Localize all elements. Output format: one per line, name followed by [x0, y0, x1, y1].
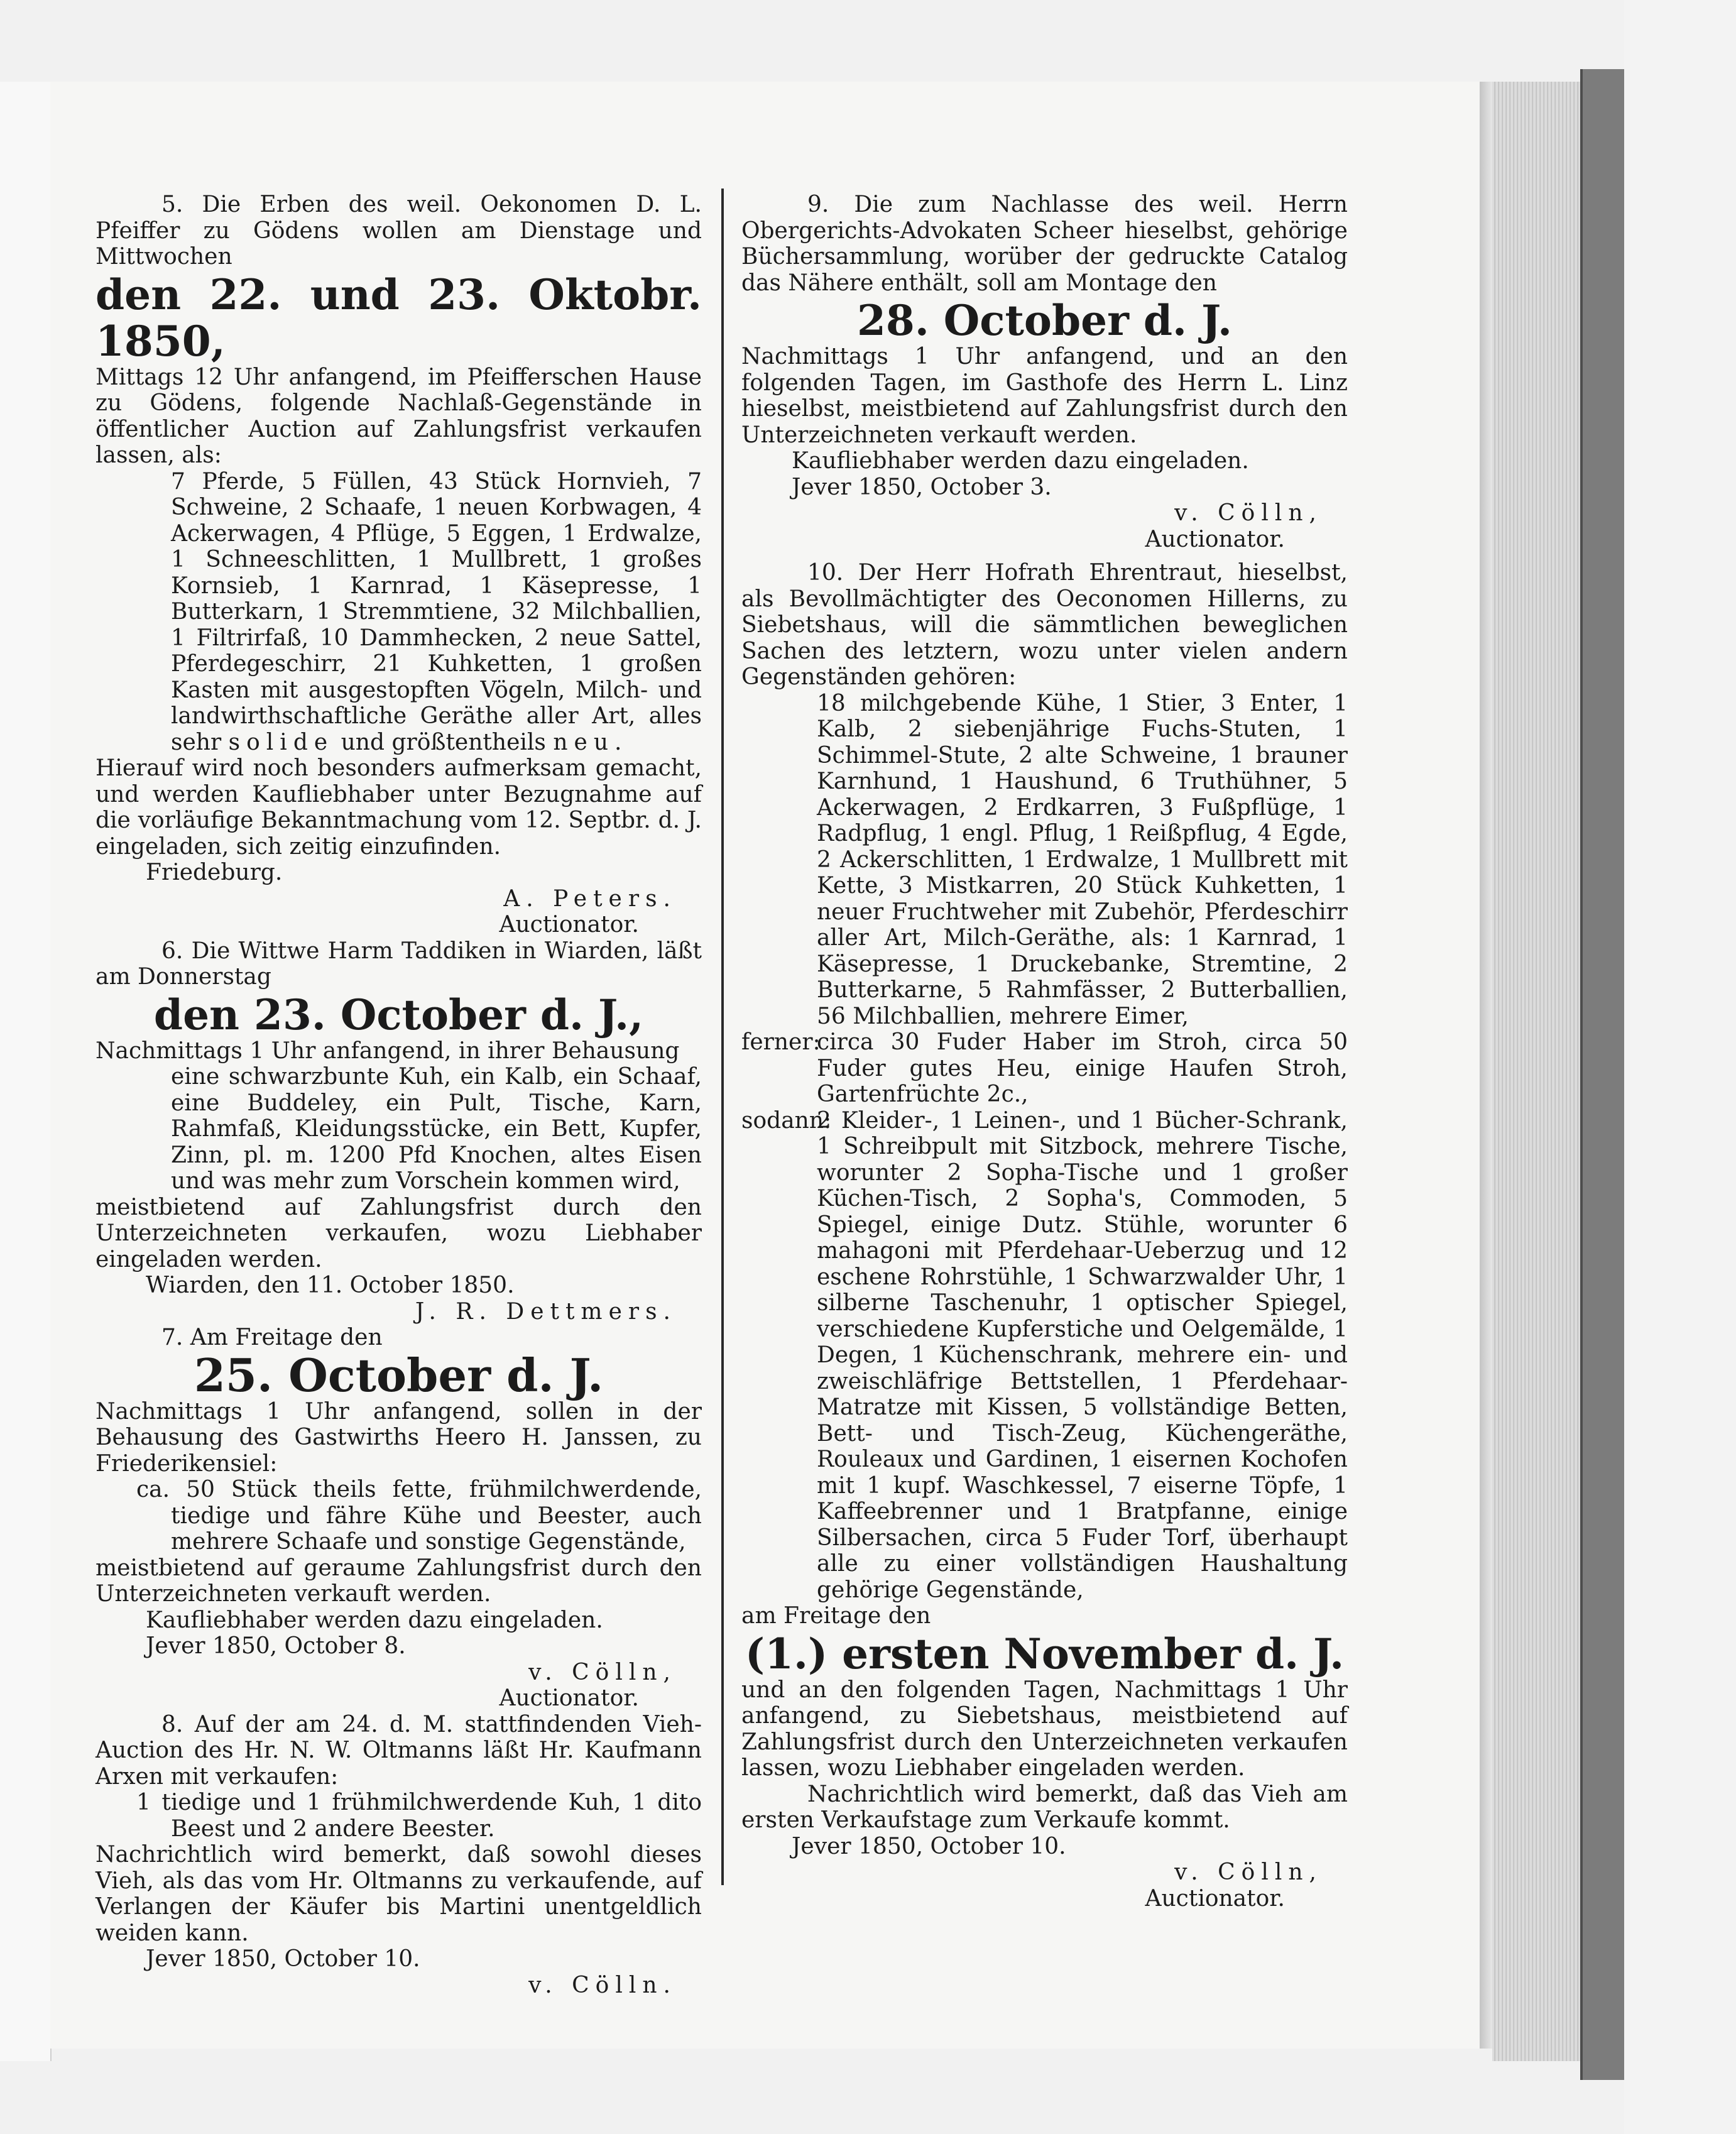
notice-9-body: Nachmittags 1 Uhr anfangend, und an den folgenden Tagen, im Gasthofe des Herrn L. Linz hieselbst, meistbietend auf Zahlungsfrist durch den Unterzeichneten verkauft werden. — [741, 344, 1348, 448]
notice-5-place: Friedeburg. — [146, 860, 283, 885]
notice-6-signature: J. R. Dettmers. — [415, 1298, 677, 1325]
notice-8-intro: 8. Auf der am 24. d. M. stattfindenden Vieh-Auction des Hr. N. W. Oltmanns läßt Hr. Kaufmann Arxen mit verkaufen: — [96, 1711, 702, 1790]
gutter-shadow — [1480, 82, 1492, 2049]
notice-9-intro: 9. Die zum Nachlasse des weil. Herrn Obergerichts-Advokaten Scheer hieselbst, gehörige Büchersammlung, worüber der gedruckte Catalog das Nähere enthält, soll am Montage den — [741, 192, 1348, 296]
notice-5-body: Mittags 12 Uhr anfangend, im Pfeifferschen Hause zu Gödens, folgende Nachlaß-Gegenstände in öffentlicher Auction auf Zahlungsfrist verkaufen lassen, als: — [96, 364, 702, 468]
notice-8 — [96, 1712, 702, 1999]
notice-6 — [96, 938, 702, 1325]
notice-9-title: Auctionator. — [1145, 526, 1285, 552]
notice-9-invite: Kaufliebhaber werden dazu eingeladen. — [792, 448, 1249, 474]
notice-6-items: eine schwarzbunte Kuh, ein Kalb, ein Schaaf, eine Buddeley, ein Pult, Tische, Karn, Rahmfaß, Kleidungsstücke, ein Bett, Kupfer, Zinn, pl. m. 1200 Pfd Knochen, altes Eisen und was mehr zum Vorschein kommen wird, — [171, 1064, 702, 1194]
notice-5-items-rest: und größtentheils — [341, 729, 546, 755]
notice-7-intro: 7. Am Freitage den — [161, 1325, 383, 1350]
notice-7-items: ca. 50 Stück theils fette, frühmilchwerdende, tiedige und fähre Kühe und Beester, auch mehrere Schaafe und sonstige Gegenstände, — [136, 1477, 702, 1555]
notice-10-intro: 10. Der Herr Hofrath Ehrentraut, hieselbst, als Bevollmächtigter des Oeconomen Hillerns, zu Siebetshaus, will die sämmtlichen beweglichen Sachen des letztern, wozu unter vielen andern Gegenständen gehören: — [741, 560, 1348, 690]
notice-9-place: Jever 1850, October 3. — [792, 474, 1052, 500]
notice-10-signature: v. Cölln, — [1174, 1859, 1323, 1885]
notice-10-items: 18 milchgebende Kühe, 1 Stier, 3 Enter, 1 Kalb, 2 siebenjährige Fuchs-Stuten, 1 Schimmel-Stute, 2 alte Schweine, 1 brauner Karnhund, 1 Haushund, 6 Truthühner, 5 Ackerwagen, 2 Erdkarren, 3 Fußpflüge, 1 Radpflug, 1 engl. Pflug, 1 Reißpflug, 4 Egde, 2 Ackerschlitten, 1 Erdwalze, 1 Mullbrett mit Kette, 3 Mistkarren, 20 Stück Kuhketten, 1 neuer Fruchtweher mit Zubehör, Pferdeschirr aller Art, Milch-Geräthe, als: 1 Karnrad, 1 Käsepresse, 1 Druckebanke, Stremtine, 2 Butterkarne, 5 Rahmfässer, 2 Butterballien, 56 Milchballien, mehrere Eimer, — [817, 690, 1348, 1029]
notice-5-signature: A. Peters. — [503, 885, 677, 912]
sodann-items: 2 Kleider-, 1 Leinen-, und 1 Bücher-Schrank, 1 Schreibpult mit Sitzbock, mehrere Tische, worunter 2 Sopha-Tische und 1 großer Küchen-Tisch, 2 Sopha's, Commoden, 5 Spiegel, einige Dutz. Stühle, worunter 6 mahagoni mit Pferdehaar-Ueberzug und 12 eschene Rohrstühle, 1 Schwarzwalder Uhr, 1 silberne Taschenuhr, 1 optischer Spiegel, verschiedene Kupferstiche und Oelgemälde, 1 Degen, 1 Küchenschrank, mehrere ein- und zweischläfrige Bettstellen, 1 Pferdehaar-Matratze mit Kissen, 5 vollständige Betten, Bett- und Tisch-Zeug, Küchengeräthe, Rouleaux und Gardinen, 1 eisernen Kochofen mit 1 kupf. Waschkessel, 7 eiserne Töpfe, 1 Kaffeebrenner und 1 Bratpfanne, einige Silbersachen, circa 5 Fuder Torf, überhaupt alle zu einer vollständigen Haushaltung gehörige Gegenstände, — [817, 1107, 1348, 1603]
notice-7-title: Auctionator. — [499, 1685, 639, 1711]
ferner-label: ferner: — [741, 1029, 821, 1055]
notice-10-sodann — [741, 1108, 1348, 1604]
notice-7-signature: v. Cölln, — [528, 1659, 677, 1685]
notice-6-place: Wiarden, den 11. October 1850. — [146, 1272, 515, 1298]
notice-10-day: am Freitage den — [741, 1603, 931, 1629]
notice-6-body: Nachmittags 1 Uhr anfangend, in ihrer Behausung — [96, 1037, 680, 1064]
notice-7-body: Nachmittags 1 Uhr anfangend, sollen in der Behausung des Gastwirths Heero H. Janssen, zu Friederikensiel: — [96, 1398, 702, 1477]
notice-5-items-neu: neu. — [553, 729, 628, 755]
notice-10-terms: und an den folgenden Tagen, Nachmittags 1 Uhr anfangend, zu Siebetshaus, meistbietend auf Zahlungsfrist durch den Unterzeichneten verkaufen lassen, wozu Liebhaber eingeladen werden. — [741, 1677, 1348, 1781]
notice-9-signature: v. Cölln, — [1174, 500, 1323, 526]
notice-8-signature: v. Cölln. — [528, 1972, 677, 1998]
sodann-label: sodann: — [741, 1107, 832, 1134]
scan-background — [1624, 0, 1736, 2134]
column-divider — [721, 189, 724, 1885]
notice-7-date: 25. October d. J. — [194, 1348, 604, 1402]
notice-8-place: Jever 1850, October 10. — [146, 1946, 420, 1972]
notice-5-date: den 22. und 23. Oktobr. 1850, — [96, 270, 702, 366]
notice-6-intro: 6. Die Wittwe Harm Taddiken in Wiarden, läßt am Donnerstag — [96, 938, 702, 990]
book-fore-edge — [1492, 82, 1580, 2061]
right-column — [741, 192, 1348, 1912]
notice-5 — [96, 192, 702, 938]
notice-8-items: 1 tiedige und 1 frühmilchwerdende Kuh, 1 dito Beest und 2 andere Beester. — [136, 1790, 702, 1842]
notice-9 — [741, 192, 1348, 552]
notice-7-invite: Kaufliebhaber werden dazu eingeladen. — [146, 1607, 603, 1633]
notice-5-title: Auctionator. — [499, 912, 639, 938]
notice-5-intro: 5. Die Erben des weil. Oekonomen D. L. Pfeiffer zu Gödens wollen am Dienstage und Mittwochen — [96, 192, 702, 270]
left-column — [96, 192, 702, 1998]
notice-6-date: den 23. October d. J., — [153, 990, 644, 1039]
notice-7-place: Jever 1850, October 8. — [146, 1633, 406, 1659]
notice-7-terms: meistbietend auf geraume Zahlungsfrist durch den Unterzeichneten verkauft werden. — [96, 1555, 702, 1607]
book-cover-edge — [1580, 69, 1627, 2080]
notice-6-terms: meistbietend auf Zahlungsfrist durch den Unterzeichneten verkaufen, wozu Liebhaber eingeladen werden. — [96, 1194, 702, 1272]
notice-7 — [96, 1325, 702, 1712]
notice-10 — [741, 560, 1348, 1912]
notice-8-note: Nachrichtlich wird bemerkt, daß sowohl dieses Vieh, als das vom Hr. Oltmanns zu verkaufende, auf Verlangen der Käufer bis Martini unentgeldlich weiden kann. — [96, 1842, 702, 1946]
notice-5-items-solide: solide — [228, 729, 334, 755]
notice-10-date: (1.) ersten November d. J. — [745, 1629, 1345, 1678]
notice-10-place: Jever 1850, October 10. — [792, 1833, 1066, 1859]
notice-10-note: Nachrichtlich wird bemerkt, daß das Vieh am ersten Verkaufstage zum Verkaufe kommt. — [741, 1781, 1348, 1833]
notice-5-items-text: 7 Pferde, 5 Füllen, 43 Stück Hornvieh, 7 Schweine, 2 Schaafe, 1 neuen Korbwagen, 4 Ackerwagen, 4 Pflüge, 5 Eggen, 1 Erdwalze, 1 Schneeschlitten, 1 Mullbrett, 1 großes Kornsieb, 1 Karnrad, 1 Käsepresse, 1 Butterkarn, 1 Stremmtiene, 32 Milchballien, 1 Filtrirfaß, 10 Dammhecken, 2 neue Sattel, Pferdegeschirr, 21 Kuhketten, 1 großen Kasten mit ausgestopften Vögeln, Milch- und landwirthschaftliche Geräthe aller Art, alles sehr — [171, 468, 702, 755]
ferner-items: circa 30 Fuder Haber im Stroh, circa 50 Fuder gutes Heu, einige Haufen Stroh, Gartenfrüchte 2c., — [817, 1029, 1348, 1107]
notice-10-title: Auctionator. — [1145, 1885, 1285, 1912]
notice-10-ferner — [741, 1029, 1348, 1108]
notice-5-note: Hierauf wird noch besonders aufmerksam gemacht, und werden Kaufliebhaber unter Bezugnahme auf die vorläufige Bekanntmachung vom 12. Septbr. d. J. eingeladen, sich zeitig einzufinden. — [96, 755, 702, 860]
previous-page-edge — [0, 82, 52, 2061]
notice-5-items — [96, 469, 702, 756]
notice-9-date: 28. October d. J. — [856, 296, 1233, 345]
